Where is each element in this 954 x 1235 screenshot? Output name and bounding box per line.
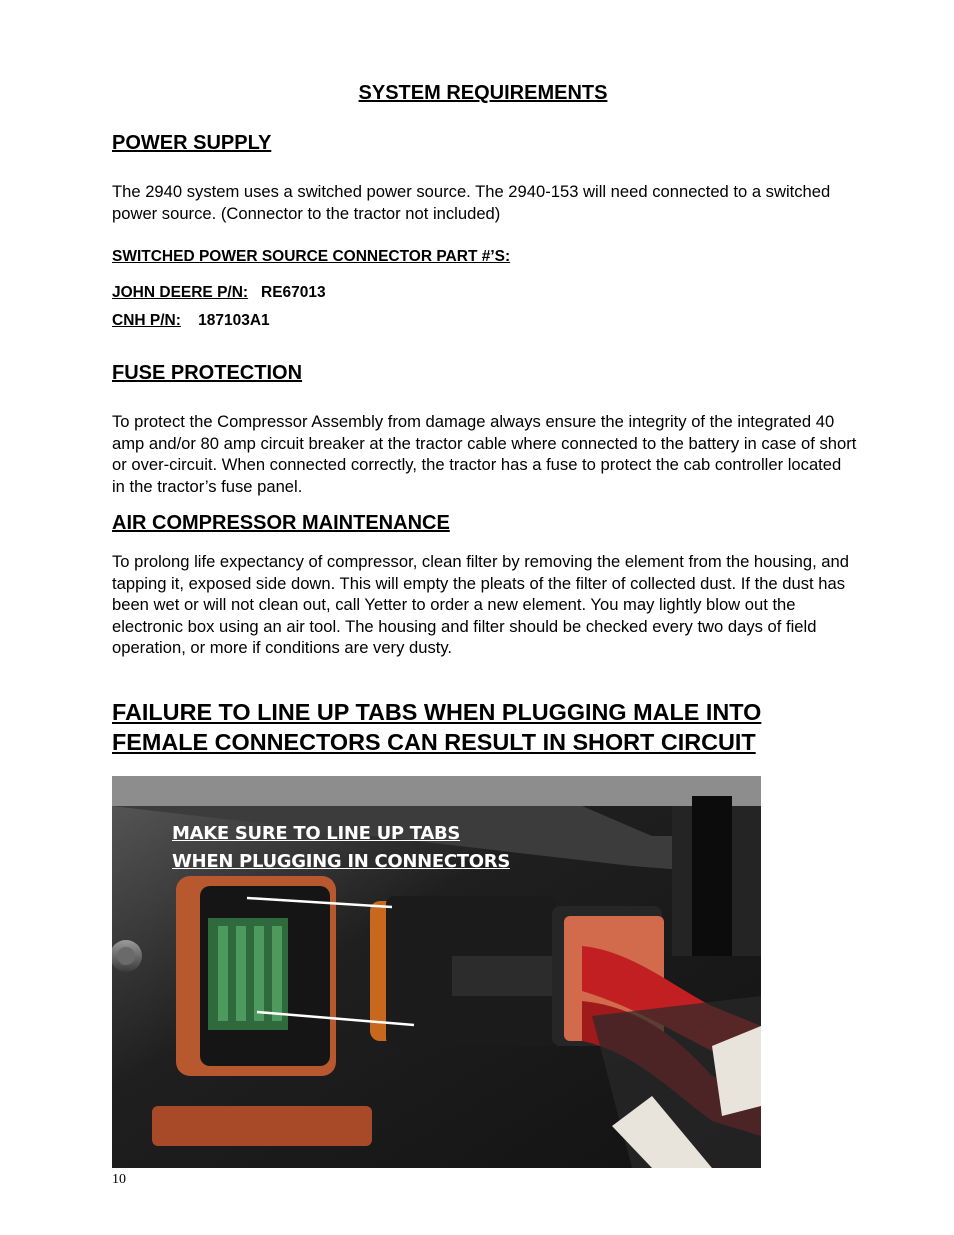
cnh-label: CNH P/N: bbox=[112, 312, 181, 329]
power-supply-heading: POWER SUPPLY bbox=[112, 132, 272, 154]
air-compressor-heading: AIR COMPRESSOR MAINTENANCE bbox=[112, 512, 450, 534]
page-title: SYSTEM REQUIREMENTS bbox=[358, 82, 608, 104]
cnh-part-line bbox=[112, 312, 270, 330]
john-deere-label: JOHN DEERE P/N: bbox=[112, 284, 249, 301]
warning-line-2: FEMALE CONNECTORS CAN RESULT IN SHORT CIRCUIT bbox=[112, 729, 756, 755]
page-number: 10 bbox=[112, 1172, 126, 1187]
john-deere-part-line bbox=[112, 284, 326, 302]
cnh-part-number: 187103A1 bbox=[198, 312, 270, 329]
connector-photo bbox=[112, 776, 761, 1168]
air-compressor-text: To prolong life expectancy of compressor, clean filter by removing the element from the housing, and tapping it, exposed side down. This will empty the pleats of the filter of collected dust. If the dust has been wet or will not clean out, call Yetter to order a new element. You may lightly blow out the electronic box using an air tool. The housing and filter should be checked every two days of field operation, or more if conditions are very dusty. bbox=[112, 552, 849, 658]
power-supply-text: The 2940 system uses a switched power source. The 2940-153 will need connected to a switched power source. (Connector to the tractor not included) bbox=[112, 182, 831, 223]
john-deere-part-number: RE67013 bbox=[261, 284, 326, 301]
photo-caption-line-1: MAKE SURE TO LINE UP TABS bbox=[172, 823, 461, 844]
fuse-protection-text: To protect the Compressor Assembly from damage always ensure the integrity of the integrated 40 amp and/or 80 amp circuit breaker at the tractor cable where connected to the battery in case of short or over-circuit. When connected correctly, the tractor has a fuse to protect the cab controller located in the tractor’s fuse panel. bbox=[112, 412, 857, 496]
fuse-protection-heading: FUSE PROTECTION bbox=[112, 362, 303, 384]
connector-parts-heading: SWITCHED POWER SOURCE CONNECTOR PART #’S: bbox=[112, 248, 511, 265]
photo-caption-line-2: WHEN PLUGGING IN CONNECTORS bbox=[172, 851, 511, 872]
warning-line-1: FAILURE TO LINE UP TABS WHEN PLUGGING MALE INTO bbox=[112, 699, 762, 725]
short-circuit-warning bbox=[112, 697, 872, 757]
